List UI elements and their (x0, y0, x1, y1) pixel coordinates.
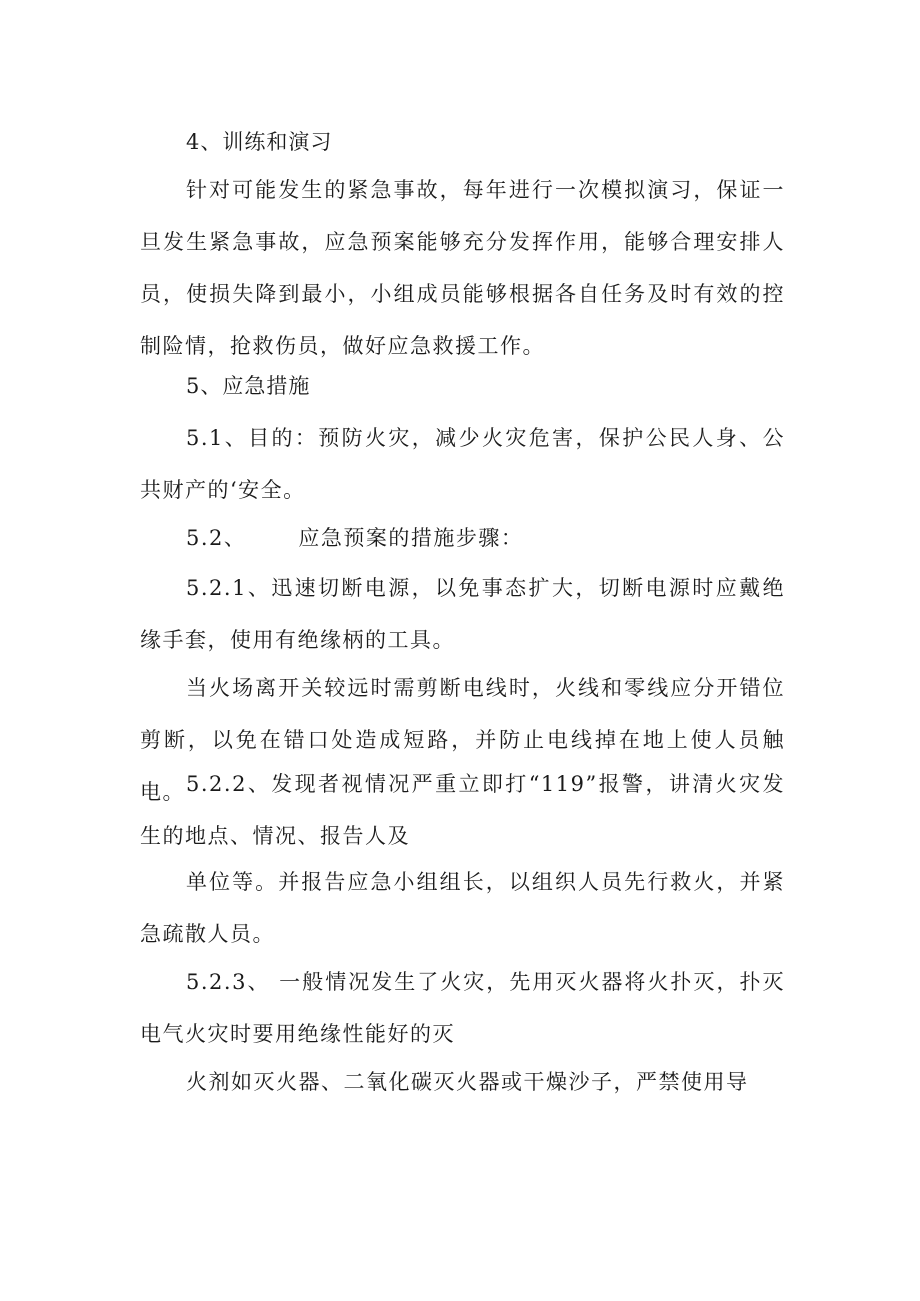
paragraph-extinguishing-agent: 火剂如灭火器、二氧化碳灭火器或干燥沙子，严禁使用导 (186, 1070, 749, 1094)
paragraph-5-2-3-extinguish: 5.2.3、 一般情况发生了火灾，先用灭火器将火扑灭，扑灭电气火灾时要用绝缘性能好的灭 (140, 970, 785, 1046)
clause-title-5-2: 应急预案的措施步骤： (298, 526, 524, 550)
section-heading-training: 4、训练和演习 (186, 130, 333, 154)
paragraph-unit-notify: 单位等。并报告应急小组组长，以组织人员先行救火，并紧急疏散人员。 (140, 870, 785, 946)
paragraph-5-2-1-cut-power: 5.2.1、迅速切断电源，以免事态扩大，切断电源时应戴绝缘手套，使用有绝缘柄的工具。 (140, 576, 785, 652)
paragraph-5-2-steps (140, 512, 785, 564)
clause-number-5-2: 5.2、 (186, 526, 247, 550)
paragraph-5-1-purpose: 5.1、目的：预防火灾，减少火灾危害，保护公民人身、公共财产的‘安全。 (140, 426, 785, 502)
paragraph-training-body: 针对可能发生的紧急事故，每年进行一次模拟演习，保证一旦发生紧急事故，应急预案能够充分发挥作用，能够合理安排人员，使损失降到最小，小组成员能够根据各自任务及时有效的控制险情，抢救伤员，做好应急救援工作。 (140, 178, 785, 358)
section-heading-emergency-measures: 5、应急措施 (186, 374, 311, 398)
paragraph-cut-wires: 当火场离开关较远时需剪断电线时，火线和零线应分开错位剪断，以免在错口处造成短路，并防止电线掉在地上使人员触电。 (140, 676, 785, 804)
paragraph-5-2-2-report-fire: 5.2.2、发现者视情况严重立即打“119”报警，讲清火灾发生的地点、情况、报告人及 (140, 772, 785, 848)
